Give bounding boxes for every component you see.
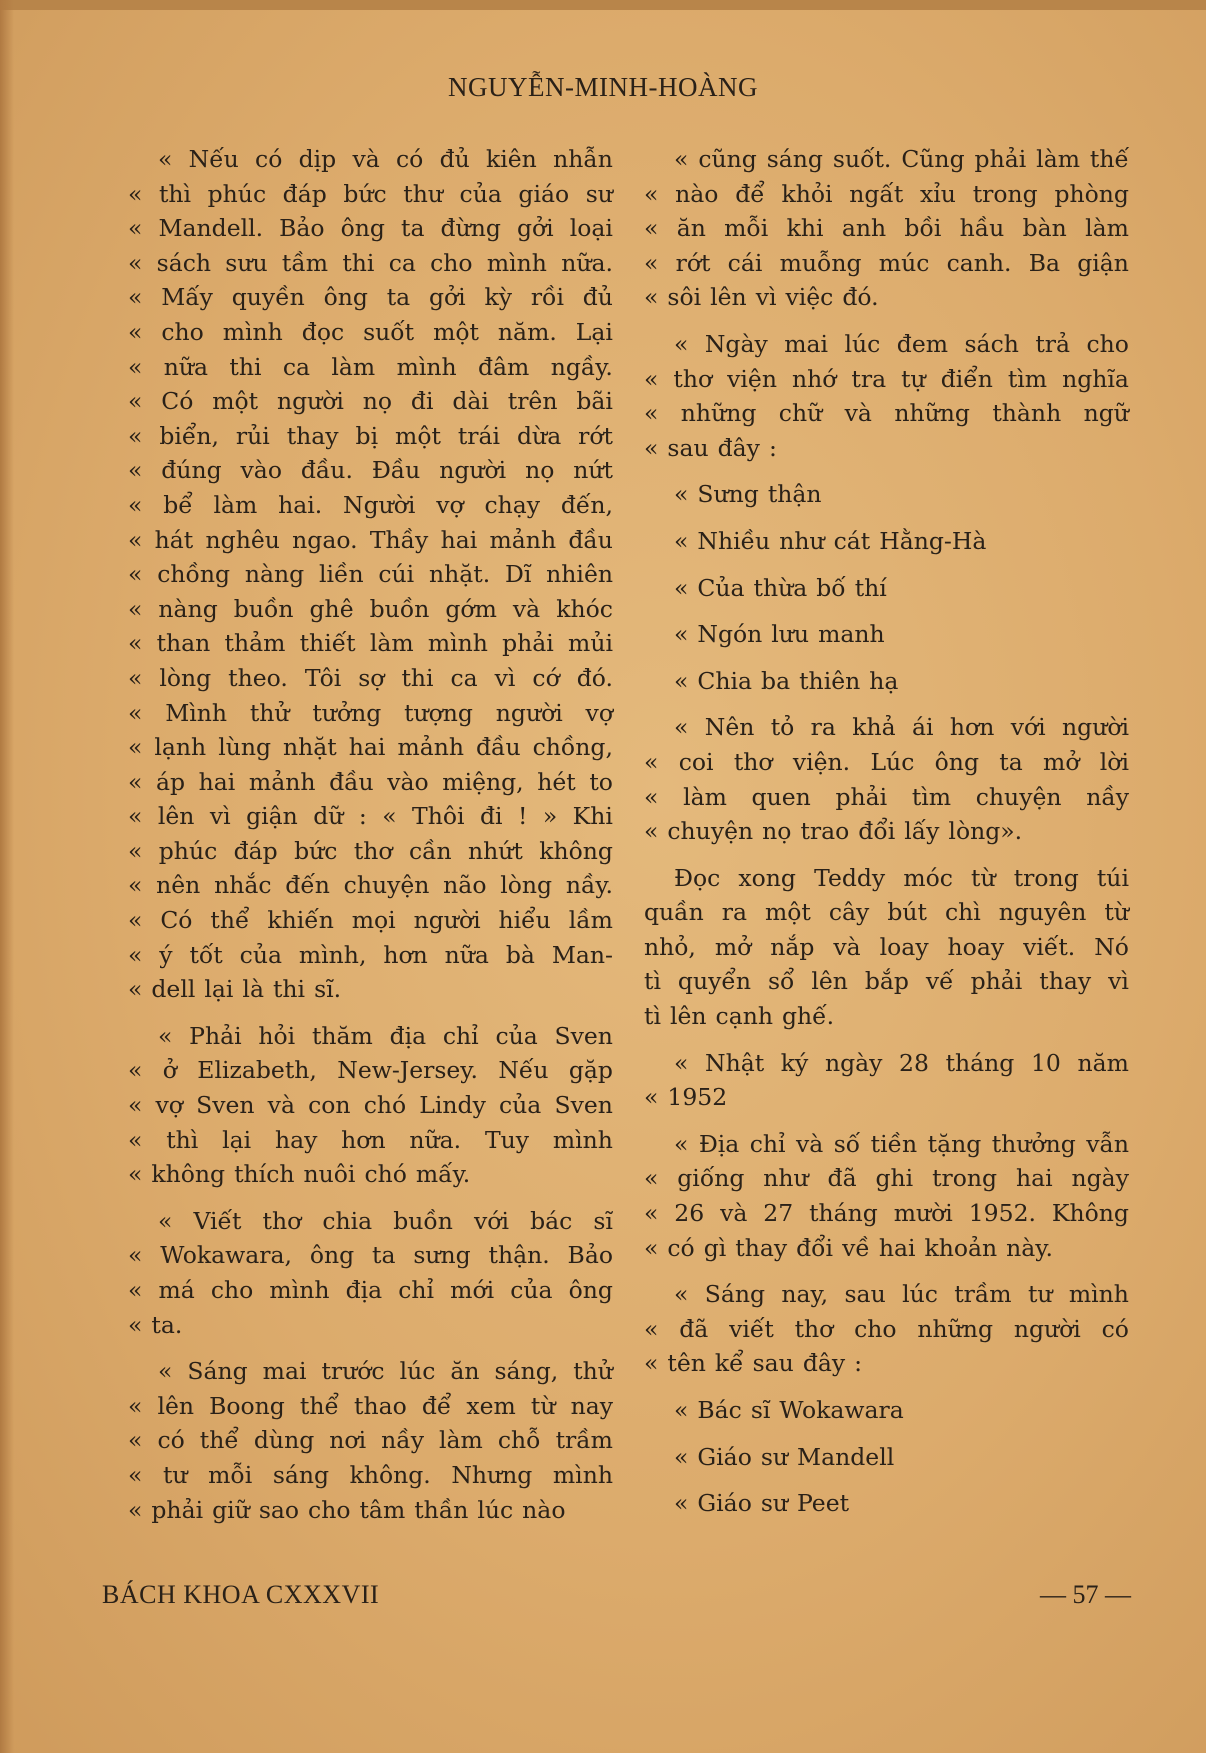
text-line: « cho mình đọc suốt một năm. Lại xyxy=(128,317,613,346)
text-line: « nào để khỏi ngất xỉu trong phòng xyxy=(644,179,1129,208)
text-line: « Mandell. Bảo ông ta đừng gởi loại xyxy=(128,214,613,243)
text-line: « Phải hỏi thăm địa chỉ của Sven xyxy=(158,1021,613,1050)
paragraph xyxy=(644,571,1129,606)
paragraph xyxy=(644,142,1129,315)
text-line: « Địa chỉ và số tiền tặng thưởng vẫn xyxy=(674,1129,1129,1158)
paragraph xyxy=(644,327,1129,465)
text-line: « không thích nuôi chó mấy. xyxy=(128,1160,471,1189)
paragraph xyxy=(128,1204,613,1342)
text-line: « Chia ba thiên hạ xyxy=(674,666,899,695)
text-line: nhỏ, mở nắp và loay hoay viết. Nó xyxy=(644,932,1129,961)
text-line: « đã viết thơ cho những người có xyxy=(644,1314,1129,1343)
text-line: « Ngày mai lúc đem sách trả cho xyxy=(674,329,1129,358)
text-line: « lạnh lùng nhặt hai mảnh đầu chồng, xyxy=(128,733,613,762)
paragraph xyxy=(644,1046,1129,1115)
running-title: NGUYỄN-MINH-HOÀNG xyxy=(448,72,758,102)
text-line: « sau đây : xyxy=(644,433,777,462)
text-line: « Của thừa bố thí xyxy=(674,573,887,602)
text-line: « chồng nàng liền cúi nhặt. Dĩ nhiên xyxy=(128,560,613,589)
paragraph xyxy=(644,1393,1129,1428)
text-line: « có thể dùng nơi nầy làm chỗ trầm xyxy=(128,1426,613,1455)
text-line: « bể làm hai. Người vợ chạy đến, xyxy=(128,490,613,519)
paragraph xyxy=(644,861,1129,1034)
text-line: tì lên cạnh ghế. xyxy=(644,1002,835,1031)
text-line: « Viết thơ chia buồn với bác sĩ xyxy=(158,1206,613,1235)
text-line: « Nhiều như cát Hằng-Hà xyxy=(674,526,987,555)
text-line: « Mình thử tưởng tượng người vợ xyxy=(128,698,613,727)
text-line: « Giáo sư Mandell xyxy=(674,1442,895,1471)
text-line: tì quyển sổ lên bắp vế phải thay vì xyxy=(644,967,1129,996)
text-line: « Sáng nay, sau lúc trầm tư mình xyxy=(674,1280,1129,1309)
text-line: « chuyện nọ trao đổi lấy lòng». xyxy=(644,817,1023,846)
text-line: « tên kể sau đây : xyxy=(644,1349,863,1378)
text-line: « than thảm thiết làm mình phải mủi xyxy=(128,629,613,658)
paragraph xyxy=(644,664,1129,699)
text-line: « má cho mình địa chỉ mới của ông xyxy=(128,1276,613,1304)
page-number: — 57 — xyxy=(1040,1580,1131,1609)
text-line: « những chữ và những thành ngữ xyxy=(644,399,1129,428)
text-line: quần ra một cây bút chì nguyên từ xyxy=(644,898,1129,927)
paragraph xyxy=(644,617,1129,652)
text-line: « ăn mỗi khi anh bồi hầu bàn làm xyxy=(644,214,1129,243)
text-line: « thơ viện nhớ tra tự điển tìm nghĩa xyxy=(644,364,1129,393)
text-line: « lên vì giận dữ : « Thôi đi ! » Khi xyxy=(128,802,613,831)
page-top-edge xyxy=(0,0,1206,10)
text-line: « thì lại hay hơn nữa. Tuy mình xyxy=(128,1125,613,1154)
text-line: « ở Elizabeth, New-Jersey. Nếu gặp xyxy=(128,1056,613,1085)
text-line: « Có thể khiến mọi người hiểu lầm xyxy=(128,906,613,935)
text-line: « sách sưu tầm thi ca cho mình nữa. xyxy=(128,248,613,277)
text-line: « rớt cái muỗng múc canh. Ba giận xyxy=(644,248,1129,277)
text-line: « ta. xyxy=(128,1310,183,1339)
paragraph xyxy=(644,1486,1129,1521)
text-line: « có gì thay đổi về hai khoản này. xyxy=(644,1233,1053,1262)
paragraph xyxy=(644,524,1129,559)
text-line: « Mấy quyền ông ta gởi kỳ rồi đủ xyxy=(128,283,613,312)
paragraph xyxy=(128,1019,613,1192)
paragraph xyxy=(644,477,1129,512)
text-line: « phúc đáp bức thơ cần nhứt không xyxy=(128,836,613,865)
text-line: « vợ Sven và con chó Lindy của Sven xyxy=(128,1091,613,1120)
text-line: « Nếu có dịp và có đủ kiên nhẫn xyxy=(158,145,613,173)
text-line: « phải giữ sao cho tâm thần lúc nào xyxy=(128,1495,566,1524)
journal-title: BÁCH KHOA CXXXVII xyxy=(102,1580,380,1609)
text-line: « Bác sĩ Wokawara xyxy=(674,1396,904,1424)
paragraph xyxy=(644,1127,1129,1265)
text-line: « Sáng mai trước lúc ăn sáng, thử xyxy=(158,1357,613,1386)
text-line: « Giáo sư Peet xyxy=(674,1489,850,1518)
text-line: « coi thơ viện. Lúc ông ta mở lời xyxy=(644,747,1129,776)
paragraph xyxy=(128,1354,613,1527)
text-line: « ý tốt của mình, hơn nữa bà Man- xyxy=(128,940,613,969)
paragraph xyxy=(644,1440,1129,1475)
text-line: « nữa thi ca làm mình đâm ngầy. xyxy=(128,352,613,381)
text-line: « nên nhắc đến chuyện não lòng nầy. xyxy=(128,871,613,900)
text-line: « nàng buồn ghê buồn gớm và khóc xyxy=(128,594,613,623)
text-line: « 1952 xyxy=(644,1083,728,1112)
text-line: « hát nghêu ngao. Thầy hai mảnh đầu xyxy=(128,525,613,554)
text-line: « Có một người nọ đi dài trên bãi xyxy=(128,387,613,416)
text-line: « Nhật ký ngày 28 tháng 10 năm xyxy=(674,1048,1129,1077)
text-line: « đúng vào đầu. Đầu người nọ nứt xyxy=(128,456,613,485)
right-column xyxy=(644,142,1129,1533)
text-line: « tư mỗi sáng không. Nhưng mình xyxy=(128,1460,613,1489)
text-line: « lòng theo. Tôi sợ thi ca vì cớ đó. xyxy=(128,663,613,692)
left-column xyxy=(128,142,613,1539)
text-line: « Ngón lưu manh xyxy=(674,620,885,649)
paragraph xyxy=(644,710,1129,848)
text-line: « cũng sáng suốt. Cũng phải làm thế xyxy=(674,145,1129,173)
text-line: « 26 và 27 tháng mười 1952. Không xyxy=(644,1199,1129,1228)
text-line: « lên Boong thể thao để xem từ nay xyxy=(128,1391,613,1420)
text-line: « làm quen phải tìm chuyện nầy xyxy=(644,782,1129,811)
text-line: « dell lại là thi sĩ. xyxy=(128,975,342,1004)
text-line: « biển, rủi thay bị một trái dừa rớt xyxy=(128,421,613,450)
text-line: « áp hai mảnh đầu vào miệng, hét to xyxy=(128,767,613,796)
text-line: « Sưng thận xyxy=(674,480,822,509)
text-line: « Nên tỏ ra khả ái hơn với người xyxy=(674,713,1129,742)
text-line: « Wokawara, ông ta sưng thận. Bảo xyxy=(128,1241,613,1270)
text-line: « sôi lên vì việc đó. xyxy=(644,283,879,312)
text-line: Đọc xong Teddy móc từ trong túi xyxy=(674,863,1129,892)
text-line: « giống như đã ghi trong hai ngày xyxy=(644,1164,1129,1193)
paragraph xyxy=(128,142,613,1007)
text-line: « thì phúc đáp bức thư của giáo sư xyxy=(128,179,613,208)
page-left-edge xyxy=(0,0,14,1753)
paragraph xyxy=(644,1277,1129,1381)
